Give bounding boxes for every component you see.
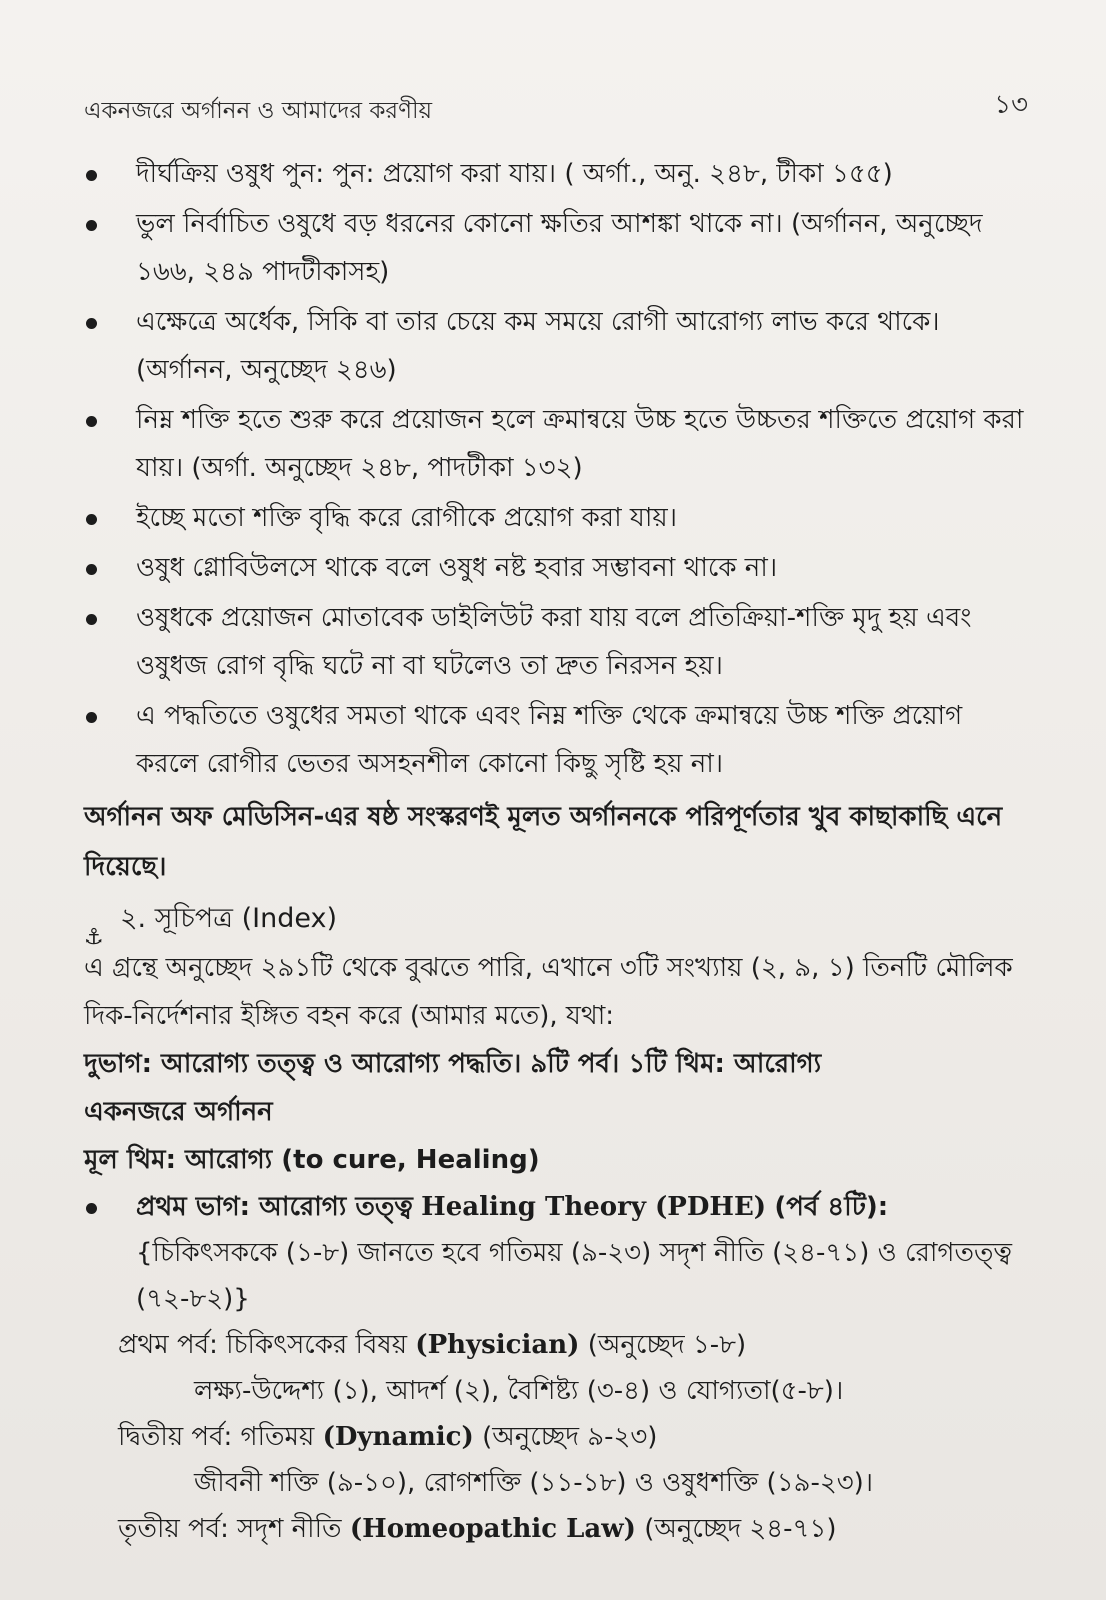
page-number: ১৩ <box>994 90 1028 120</box>
part-one-title-en: Healing Theory (PDHE) <box>421 1192 767 1222</box>
page-content <box>84 150 1024 1552</box>
chapter-1: প্রথম পর্ব: চিকিৎসকের বিষয় (Physician) (অনুচ্ছেদ ১-৮) <box>118 1330 747 1360</box>
index-heading: ⚓২. সূচিপত্র (Index) <box>84 903 337 950</box>
part-one-item <box>84 1184 1024 1322</box>
part-one-detail: {চিকিৎসককে (১-৮) জানতে হবে গতিময় (৯-২৩) সদৃশ নীতি (২৪-৭১) ও রোগতত্ত্ব (৭২-৮২)} <box>136 1238 1012 1314</box>
bullet-list <box>84 150 1024 788</box>
index-summary-title: একনজরে অর্গানন <box>84 1097 273 1127</box>
chapter-1-detail: লক্ষ্য-উদ্দেশ্য (১), আদর্শ (২), বৈশিষ্ট্য (৩-৪) ও যোগ্যতা(৫-৮)। <box>194 1376 844 1406</box>
bullet-icon <box>86 220 97 231</box>
index-summary: দুভাগ: আরোগ্য তত্ত্ব ও আরোগ্য পদ্ধতি। ৯টি পর্ব। ১টি থিম: আরোগ্য <box>84 1049 822 1079</box>
bullet-icon <box>86 514 97 525</box>
bullet-icon <box>86 1203 97 1214</box>
list-item: এ পদ্ধতিতে ওষুধের সমতা থাকে এবং নিম্ন শক্তি থেকে ক্রমান্বয়ে উচ্চ শক্তি প্রয়োগ করলে রোগীর ভেতর অসহনশীল কোনো কিছু সৃষ্টি হয় না। <box>84 692 1024 788</box>
main-theme: মূল থিম: আরোগ্য (to cure, Healing) <box>84 1145 540 1175</box>
bullet-icon <box>86 170 97 181</box>
bullet-icon <box>86 712 97 723</box>
list-item: দীর্ঘক্রিয় ওষুধ পুন: পুন: প্রয়োগ করা যায়। ( অর্গা., অনু. ২৪৮, টীকা ১৫৫) <box>84 150 1024 198</box>
list-item: এক্ষেত্রে অর্ধেক, সিকি বা তার চেয়ে কম সময়ে রোগী আরোগ্য লাভ করে থাকে। (অর্গানন, অনুচ্ছেদ ২৪৬) <box>84 298 1024 394</box>
bullet-icon <box>86 318 97 329</box>
bullet-icon <box>86 416 97 427</box>
running-header: একনজরে অর্গানন ও আমাদের করণীয় <box>84 98 433 124</box>
part-one-count: (পর্ব ৪টি): <box>774 1192 889 1222</box>
chapter-2: দ্বিতীয় পর্ব: গতিময় (Dynamic) (অনুচ্ছেদ ৯-২৩) <box>118 1422 658 1452</box>
list-item: ওষুধ গ্লোবিউলসে থাকে বলে ওষুধ নষ্ট হবার সম্ভাবনা থাকে না। <box>84 544 1024 592</box>
sixth-edition-note: অর্গানন অফ মেডিসিন-এর ষষ্ঠ সংস্করণই মূলত অর্গাননকে পরিপূর্ণতার খুব কাছাকাছি এনে দিয়েছে। <box>84 802 1003 882</box>
chapter-3: তৃতীয় পর্ব: সদৃশ নীতি (Homeopathic Law) (অনুচ্ছেদ ২৪-৭১) <box>118 1514 837 1544</box>
list-item: ভুল নির্বাচিত ওষুধে বড় ধরনের কোনো ক্ষতির আশঙ্কা থাকে না। (অর্গানন, অনুচ্ছেদ ১৬৬, ২৪৯ পাদটীকাসহ) <box>84 200 1024 296</box>
chapter-2-detail: জীবনী শক্তি (৯-১০), রোগশক্তি (১১-১৮) ও ওষুধশক্তি (১৯-২৩)। <box>194 1468 874 1498</box>
list-item: নিম্ন শক্তি হতে শুরু করে প্রয়োজন হলে ক্রমান্বয়ে উচ্চ হতে উচ্চতর শক্তিতে প্রয়োগ করা যায়। (অর্গা. অনুচ্ছেদ ২৪৮, পাদটীকা ১৩২) <box>84 396 1024 492</box>
pushpin-icon: ⚓ <box>84 924 104 950</box>
index-intro: এ গ্রন্থে অনুচ্ছেদ ২৯১টি থেকে বুঝতে পারি, এখানে ৩টি সংখ্যায় (২, ৯, ১) তিনটি মৌলিক দিক-নির্দেশনার ইঙ্গিত বহন করে (আমার মতে), যথা: <box>84 953 1013 1031</box>
list-item: ইচ্ছে মতো শক্তি বৃদ্ধি করে রোগীকে প্রয়োগ করা যায়। <box>84 494 1024 542</box>
list-item: ওষুধকে প্রয়োজন মোতাবেক ডাইলিউট করা যায় বলে প্রতিক্রিয়া-শক্তি মৃদু হয় এবং ওষুধজ রোগ বৃদ্ধি ঘটে না বা ঘটলেও তা দ্রুত নিরসন হয়। <box>84 594 1024 690</box>
part-one-title: প্রথম ভাগ: আরোগ্য তত্ত্ব <box>136 1192 413 1222</box>
bullet-icon <box>86 614 97 625</box>
bullet-icon <box>86 564 97 575</box>
